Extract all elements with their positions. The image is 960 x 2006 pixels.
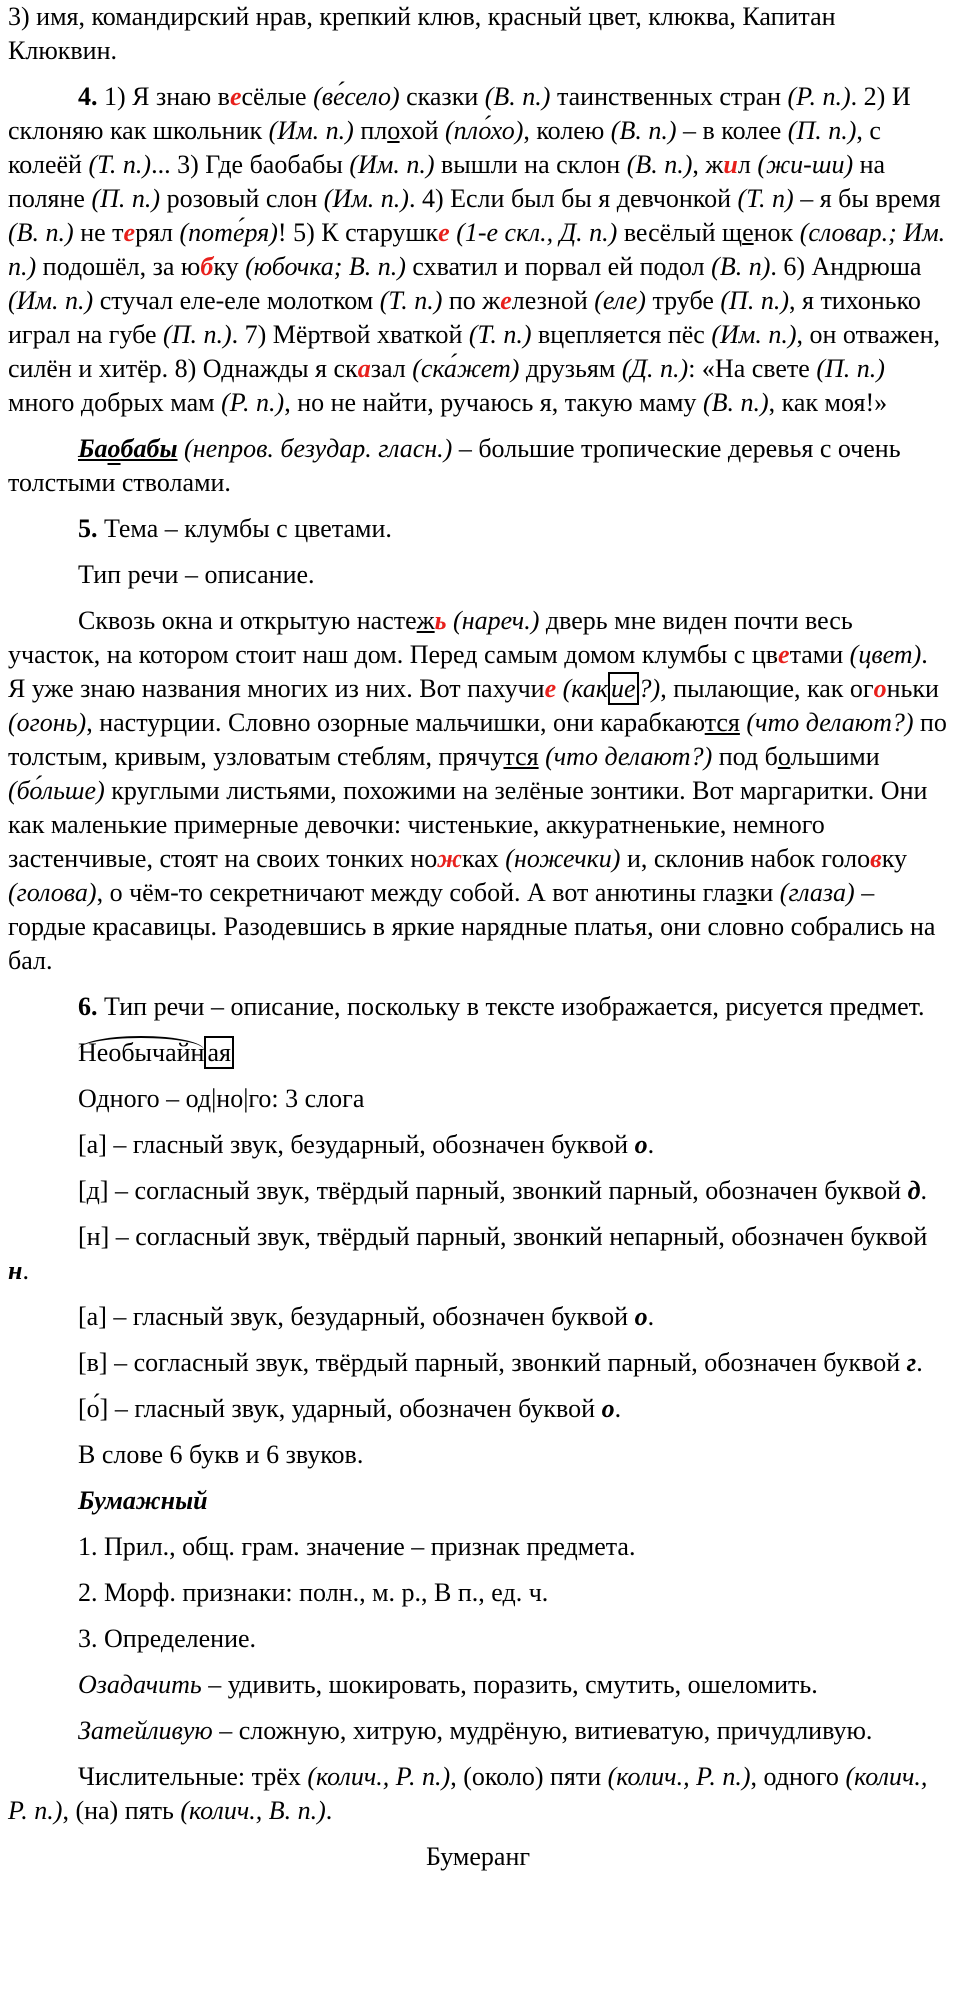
text-run: а [357, 354, 371, 383]
sound-1 [8, 1128, 948, 1162]
text-run: льшими [790, 742, 880, 771]
text-run: (еле) [594, 286, 646, 315]
letter-count [8, 1438, 948, 1472]
text-run: (В. п.) [8, 218, 74, 247]
text-run: пл [353, 116, 388, 145]
text-run: (Р. п.) [221, 388, 285, 417]
text-run: 5. [78, 514, 98, 543]
text-run: (В. п) [711, 252, 771, 281]
text-run: тся [704, 708, 740, 737]
morph-2 [8, 1576, 948, 1610]
text-run: ж [437, 844, 462, 873]
text-run: Необычайн [78, 1038, 205, 1067]
text-run: , (около) пяти [450, 1762, 608, 1791]
text-run: , но не найти, ручаюсь я, такую маму [284, 388, 703, 417]
text-run: таинственных стран [550, 82, 788, 111]
answer-5-type [8, 558, 948, 592]
text-run: схватил и порвал ей подол [405, 252, 712, 281]
text-run: 3. Определение. [78, 1624, 257, 1653]
text-run: (Р. п.) [787, 82, 851, 111]
text-run: 3) имя, командирский нрав, крепкий клюв, красный цвет, клюква, Капитан Клюквин. [8, 2, 836, 65]
text-run: много добрых мам [8, 388, 222, 417]
text-run: бабы [120, 434, 178, 463]
answer-3-end [8, 0, 948, 68]
word-parse-unusual [8, 1036, 948, 1070]
text-run: (пло́хо) [445, 116, 524, 145]
text-run: вцепляется пёс [531, 320, 712, 349]
text-run: Затейливую [78, 1716, 213, 1745]
text-run: ки [746, 878, 780, 907]
text-run: , он отважен, силён и хитёр. 8) Однажды я ск [8, 320, 940, 383]
text-run: Тип речи – описание, поскольку в тексте изображается, рисуется предмет. [97, 992, 925, 1021]
text-run: подошёл, за ю [36, 252, 201, 281]
text-run: (В. п.) [610, 116, 677, 145]
text-run: (голова) [8, 878, 97, 907]
text-run: (Т. п) [737, 184, 794, 213]
text-run: по толстым, кривым, узловатым стеблям, прячу [8, 708, 947, 771]
text-run: Тема – клумбы с цветами. [97, 514, 392, 543]
text-run: (П. п.) [787, 116, 857, 145]
sound-5 [8, 1346, 948, 1380]
text-run: Числительные: трёх [78, 1762, 308, 1791]
text-run: [н] – согласный звук, твёрдый парный, звонкий непарный, обозначен буквой [78, 1222, 928, 1251]
text-run: весёлый щ [617, 218, 743, 247]
text-run: (Д. п.) [621, 354, 689, 383]
numerals [8, 1760, 948, 1828]
text-run: (Т. п.) [88, 150, 152, 179]
text-run: [д] – согласный звук, твёрдый парный, звонкий парный, обозначен буквой [78, 1176, 908, 1205]
text-run: – сложную, хитрую, мудрёную, витиеватую, причудливую. [212, 1716, 873, 1745]
text-run: (цвет) [849, 640, 922, 669]
text-run: ие [608, 672, 639, 705]
text-run: Озадачить [78, 1670, 202, 1699]
text-run: ?) [638, 674, 661, 703]
text-run: (жи-ши) [757, 150, 854, 179]
text-run: (П. п.) [91, 184, 161, 213]
text-run: – удивить, шокировать, поразить, смутить, ошеломить. [201, 1670, 818, 1699]
text-run: , пылающие, как ог [660, 674, 874, 703]
text-run: (В. п.) [626, 150, 693, 179]
text-run: , одного [750, 1762, 846, 1791]
text-run: друзьям [519, 354, 622, 383]
text-run: (глаза) [779, 878, 855, 907]
text-run: , (на) пять [62, 1796, 181, 1825]
text-run: , о чём-то секретничают между собой. А вот анютины гла [96, 878, 737, 907]
text-run: стучал еле-еле молотком [93, 286, 380, 315]
sound-4 [8, 1300, 948, 1334]
text-run: е [742, 218, 754, 247]
text-run: трубе [645, 286, 721, 315]
text-run: 6. [78, 992, 98, 1021]
text-run: под б [712, 742, 778, 771]
text-run: (колич., Р. п.) [607, 1762, 751, 1791]
text-run: (ве́село) [313, 82, 400, 111]
text-run: о [634, 1302, 648, 1331]
text-run: е [544, 674, 557, 703]
baobab-definition [8, 432, 948, 500]
text-run: е [123, 218, 136, 247]
text-run: [в] – согласный звук, твёрдый парный, звонкий парный, обозначен буквой [78, 1348, 907, 1377]
text-run: сёлые [241, 82, 314, 111]
text-run: 4. [78, 82, 98, 111]
text-run: з [736, 878, 747, 907]
text-run: ку [881, 844, 907, 873]
text-run: о [387, 116, 400, 145]
text-run: – я бы время [793, 184, 941, 213]
text-run: (Им. п.) [268, 116, 354, 145]
text-run: н [8, 1256, 23, 1285]
text-run: (нареч.) [453, 606, 540, 635]
text-run: (Т. п.) [379, 286, 443, 315]
text-run: тами [789, 640, 850, 669]
text-run: : «На свете [688, 354, 817, 383]
text-run: 1) Я знаю в [97, 82, 230, 111]
text-run: ... 3) Где баобабы [151, 150, 350, 179]
text-run: (бо́льше) [8, 776, 105, 805]
text-run: Ба [78, 434, 108, 463]
text-run: , настурции. Словно озорные мальчишки, они карабкаю [86, 708, 705, 737]
text-run: (колич., Р. п.) [8, 1762, 928, 1825]
text-run: л [737, 150, 758, 179]
text-run: (словар.; Им. п.) [8, 218, 946, 281]
text-run: (В. п.) [484, 82, 551, 111]
text-run: е [229, 82, 242, 111]
text-run: сказки [399, 82, 485, 111]
text-run: рял [135, 218, 180, 247]
text-run: [а] – гласный звук, безударный, обозначен буквой [78, 1130, 635, 1159]
sound-2 [8, 1174, 948, 1208]
syllables-line [8, 1082, 948, 1116]
text-run: (что делают?) [545, 742, 713, 771]
text-run: Одного – од|но|го: 3 слога [78, 1084, 365, 1113]
text-run: (Им. п.) [323, 184, 409, 213]
text-run: е [778, 640, 790, 669]
synonyms-1 [8, 1668, 948, 1702]
text-run: е [438, 218, 450, 247]
text-run: (поте́ря) [179, 218, 278, 247]
text-run: круглыми листьями, похожими на зелёные зонтики. Вот маргаритки. Они как маленькие примерные девочки: чистенькие, аккуратненькие, немного застенчивые, стоят на своих тонких но [8, 776, 928, 873]
text-run: , ж [692, 150, 724, 179]
text-run: д [907, 1176, 921, 1205]
text-run: . [614, 1394, 622, 1423]
text-run: . 7) Мёртвой хваткой [231, 320, 469, 349]
text-run: нок [753, 218, 800, 247]
morph-1 [8, 1530, 948, 1564]
text-run: розовый слон [160, 184, 324, 213]
text-run: Бумеранг [425, 1842, 531, 1871]
sound-3 [8, 1220, 948, 1288]
text-run: о [873, 674, 887, 703]
text-run: ! 5) К старушк [277, 218, 439, 247]
text-run: (что делают?) [746, 708, 914, 737]
text-run: (непров. безудар. гласн.) [177, 434, 453, 463]
text-run: . 2) И склоняю как школьник [8, 82, 911, 145]
text-run: (Им. п.) [8, 286, 94, 315]
morph-3 [8, 1622, 948, 1656]
text-run: (1-е скл., Д. п.) [456, 218, 618, 247]
text-run: ая [204, 1036, 234, 1069]
text-run: хой [399, 116, 446, 145]
text-run: (огонь) [8, 708, 87, 737]
text-run: – гордые красавицы. Разодевшись в яркие нарядные платья, они словно собрались на бал. [8, 878, 936, 975]
text-run: г [906, 1348, 917, 1377]
text-run: (В. п.) [702, 388, 769, 417]
text-run: (колич., В. п.) [180, 1796, 326, 1825]
text-run: (юбочка; В. п.) [245, 252, 406, 281]
text-run: . [916, 1348, 923, 1377]
text-run: Бумажный [78, 1486, 208, 1515]
word-paper-heading [8, 1484, 948, 1518]
text-run: – в колее [676, 116, 788, 145]
text-run: о [107, 434, 121, 463]
text-run: тся [503, 742, 539, 771]
text-run: б [200, 252, 214, 281]
text-run: , колею [523, 116, 611, 145]
footer-next-title [8, 1840, 948, 1874]
synonyms-2 [8, 1714, 948, 1748]
text-run: не т [73, 218, 124, 247]
text-run: (П. п.) [816, 354, 885, 383]
text-run: по ж [442, 286, 501, 315]
text-run: ж [416, 606, 435, 635]
text-run: – большие тропические деревья с очень толстыми стволами. [8, 434, 901, 497]
text-run: ку [213, 252, 246, 281]
text-run: , с колеёй [8, 116, 881, 179]
text-run: . 6) Андрюша [770, 252, 922, 281]
text-run: . [647, 1302, 655, 1331]
text-run: . [647, 1130, 655, 1159]
text-run: (П. п.) [163, 320, 232, 349]
text-run: (ска́жет) [412, 354, 520, 383]
text-run: В слове 6 букв и 6 звуков. [78, 1440, 364, 1469]
text-run: о [601, 1394, 615, 1423]
text-run: , я тихонько играл на губе [8, 286, 921, 349]
answer-5-topic [8, 512, 948, 546]
text-run: [а] – гласный звук, безударный, обозначен буквой [78, 1302, 635, 1331]
text-run: о [777, 742, 791, 771]
answer-4 [8, 80, 948, 420]
text-run: . [22, 1256, 29, 1285]
text-run: и, склонив набок голо [620, 844, 871, 873]
text-run: (Им. п.) [711, 320, 797, 349]
answer-5-text [8, 604, 948, 978]
text-run: ньки [886, 674, 939, 703]
text-run: (ножечки) [505, 844, 621, 873]
text-run: и [723, 150, 738, 179]
text-run: лезной [511, 286, 595, 315]
text-run: е [500, 286, 512, 315]
text-run: (колич., Р. п.) [307, 1762, 451, 1791]
text-run: на поляне [8, 150, 886, 213]
text-run: ь [434, 606, 447, 635]
text-run: ках [462, 844, 506, 873]
text-run: , как моя!» [768, 388, 888, 417]
text-run: (Им. п.) [349, 150, 435, 179]
text-run: 1. Прил., общ. грам. значение – признак предмета. [78, 1532, 636, 1561]
answer-6 [8, 990, 948, 1024]
text-run: вышли на склон [434, 150, 627, 179]
text-run: . Я уже знаю названия многих из них. Вот пахучи [8, 640, 928, 703]
text-run: Тип речи – описание. [78, 560, 315, 589]
text-run: . [325, 1796, 333, 1825]
text-run: Сквозь окна и открытую насте [78, 606, 417, 635]
sound-6 [8, 1392, 948, 1426]
text-run: о [634, 1130, 648, 1159]
text-run: . [920, 1176, 927, 1205]
text-run: (как [562, 674, 608, 703]
text-run: (П. п.) [720, 286, 789, 315]
text-run: 2. Морф. признаки: полн., м. р., В п., ед. ч. [78, 1578, 549, 1607]
text-run: зал [370, 354, 413, 383]
text-run: (Т. п.) [468, 320, 532, 349]
text-run: дверь мне виден почти весь участок, на котором стоит наш дом. Перед самым домом клумбы с цв [8, 606, 853, 669]
text-run: . 4) Если был бы я девчонкой [408, 184, 738, 213]
text-run: в [870, 844, 882, 873]
text-run: [о́] – гласный звук, ударный, обозначен буквой [78, 1394, 602, 1423]
